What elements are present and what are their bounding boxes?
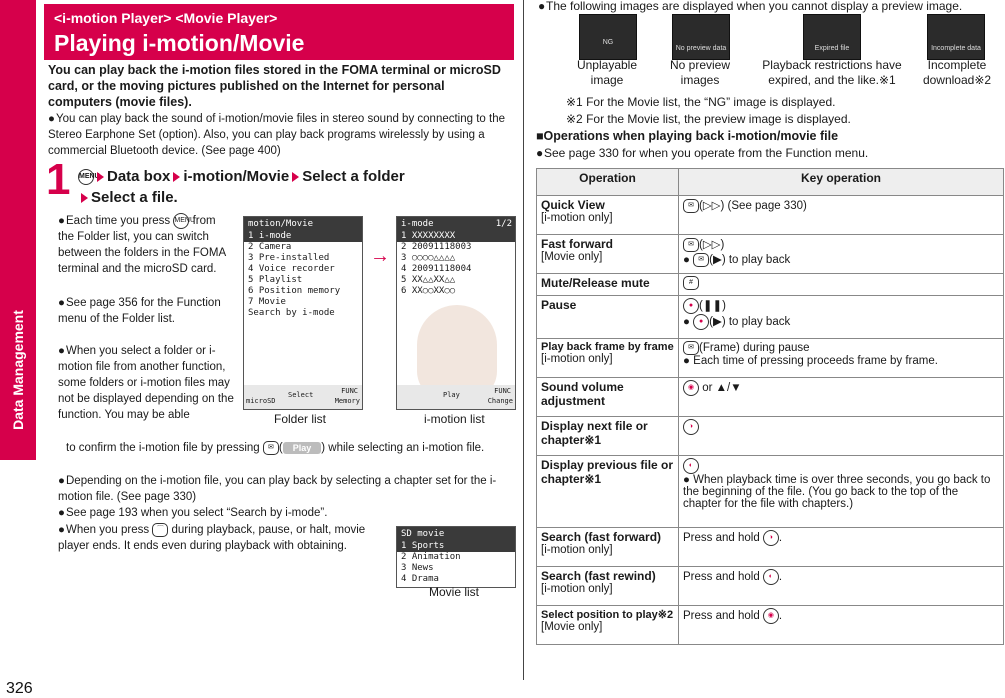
step-select-folder: Select a folder [302, 168, 405, 185]
key-operation: Press and hold [683, 571, 760, 584]
operation-cell [537, 567, 679, 606]
key-operation: or ▲/▼ [702, 382, 742, 395]
bullet-text: See page 193 when you select “Search by i-mode”. [66, 507, 328, 519]
operation-cell [537, 274, 679, 296]
softkey-right-top: FUNC [341, 387, 358, 395]
expired-label [752, 58, 912, 88]
operation-name: Play back frame by frame [541, 341, 674, 353]
table-row [537, 528, 1004, 567]
table-row [537, 296, 1004, 339]
intro-bullet [48, 111, 510, 159]
label-line: image [590, 73, 624, 87]
center-key-icon: ● [683, 298, 699, 314]
step-imotion-movie: i-motion/Movie [183, 168, 290, 185]
icon-caption: Incomplete data [931, 45, 981, 52]
operation-cell [537, 196, 679, 235]
section-title: Playing i-motion/Movie [54, 30, 305, 56]
softkey-center: Select [288, 391, 314, 399]
list-item: 2 Camera [248, 242, 292, 252]
bullet-icon: ● [58, 345, 65, 357]
key-operation: (▷▷) [699, 239, 725, 251]
key-operation: (▶) to play back [709, 253, 791, 266]
key-operation: (▶) to play back [709, 316, 791, 329]
section-subtitle: <i-motion Player> <Movie Player> [54, 10, 278, 26]
right-key-icon: ◑ [683, 419, 699, 435]
side-key-icon: ◉ [683, 380, 699, 396]
list-item: 1 i-mode [244, 231, 362, 242]
operations-heading: ■Operations when playing back i-motion/movie file [536, 129, 839, 143]
screen-title-bar [397, 217, 515, 231]
key-cell: ✉ (▷▷) ● ✉ (▶) to play back [679, 235, 1004, 274]
preview-intro [538, 0, 1000, 14]
movie-list-caption: Movie list [429, 585, 480, 599]
step-arrow-icon [81, 193, 88, 203]
operation-name: Search (fast forward) [541, 530, 662, 544]
bullet-text: When you select a folder or i-motion file from another function, some folders or i-motion files may not be displayed depending on the function. You may be able [58, 345, 234, 421]
operation-cell [537, 417, 679, 456]
mail-key-icon: ✉ [263, 441, 279, 455]
table-row [537, 606, 1004, 645]
table-header: Operation [537, 169, 679, 196]
list-item: 3 News [401, 563, 434, 573]
list-item: 1 Sports [397, 541, 515, 552]
section-title-box [44, 4, 514, 60]
bullet-text: while selecting an i-motion file. [328, 442, 485, 454]
bullet-icon: ● [58, 524, 65, 536]
key-operation: (❚❚) [699, 300, 726, 313]
operation-cell [537, 606, 679, 645]
operation-name: Select position to play※2 [541, 609, 674, 621]
operation-cell [537, 296, 679, 339]
operations-table [536, 168, 1004, 645]
unplayable-icon [579, 14, 637, 60]
play-softkey: Play [283, 442, 322, 454]
bullet-confirm-file: to confirm the i-motion file by pressing ✉ ( Play ) while selecting an i-motion file. [66, 442, 485, 454]
softkey-left: microSD [246, 397, 276, 405]
incomplete-icon [927, 14, 985, 60]
list-item: 6 XX○○XX○○ [401, 286, 456, 296]
mail-key-icon: ✉ [683, 199, 699, 213]
list-item: 2 Animation [401, 552, 461, 562]
table-header-row [537, 169, 1004, 196]
mail-key-icon: ✉ [693, 253, 709, 267]
list-item: 2 20091118003 [401, 242, 472, 252]
step-instruction [78, 166, 498, 208]
label-line: Unplayable [576, 58, 638, 72]
label-line: Playback restrictions have [762, 58, 902, 72]
side-key-icon: ◉ [763, 608, 779, 624]
table-row [537, 378, 1004, 417]
right-key-icon: ◑ [763, 530, 779, 546]
label-line: expired, and the like.※1 [768, 73, 896, 87]
operation-note: [i-motion only] [541, 583, 613, 595]
operation-name: Sound volume adjustment [541, 380, 624, 408]
bullet-icon: ● [48, 113, 55, 125]
screen-title-bar: motion/Movie [244, 217, 362, 231]
key-operation: (▷▷) (See page 330) [699, 200, 807, 212]
key-operation: Press and hold [683, 532, 760, 545]
page-number: 326 [6, 680, 33, 697]
list-item: 3 Pre-installed [248, 253, 330, 263]
folder-list-screen [243, 216, 363, 410]
operation-name: Search (fast rewind) [541, 569, 656, 583]
footnote-1: ※1 For the Movie list, the “NG” image is displayed. [566, 95, 836, 109]
expired-icon [803, 14, 861, 60]
table-header: Key operation [679, 169, 1004, 196]
operation-note: [i-motion only] [541, 353, 613, 365]
list-item: 6 Position memory [248, 286, 341, 296]
icon-caption: Expired file [814, 45, 850, 52]
operations-bullet-text: See page 330 for when you operate from the Function menu. [544, 146, 869, 160]
operation-note: [i-motion only] [541, 212, 613, 224]
softkey-center: Play [443, 391, 460, 399]
step-select-file: Select a file. [91, 189, 178, 206]
hash-key-icon: # [683, 276, 699, 290]
footnote-2: ※2 For the Movie list, the preview image is displayed. [566, 112, 851, 126]
mail-key-icon: ✉ [683, 238, 699, 252]
bullet-icon: ● [58, 475, 65, 487]
list-item: 4 Drama [401, 574, 439, 584]
screen-title-bar: SD movie [397, 527, 515, 541]
bullet-icon: ● [536, 146, 544, 160]
operation-note: [i-motion only] [541, 544, 613, 556]
bullet-text: during playback, pause, or halt, movie player ends. It ends even during playback with obtaining. [58, 524, 366, 552]
bullet-switch-folders [58, 213, 234, 277]
step-arrow-icon [173, 172, 180, 182]
key-cell: ✉ (Frame) during pause ● Each time of pressing proceeds frame by frame. [679, 339, 1004, 378]
operation-name: Quick View [541, 198, 605, 212]
operation-note: [Movie only] [541, 251, 603, 263]
key-cell: ● (❚❚) ● ● (▶) to play back [679, 296, 1004, 339]
key-cell: Press and hold ◐ . [679, 567, 1004, 606]
movie-list-screen [396, 526, 516, 588]
key-operation: Each time of pressing proceeds frame by frame. [693, 355, 938, 367]
operation-cell [537, 528, 679, 567]
table-row [537, 417, 1004, 456]
intro-bullet-text: You can play back the sound of i-motion/movie files in stereo sound by connecting to the Stereo Earphone Set (option). Also, you can play back programs wirelessly by using a commercial Bluetooth device. (See page 400) [48, 113, 505, 157]
bullet-end-player [58, 522, 374, 554]
menu-key-icon: MENU [173, 213, 189, 229]
step-number: 1 [46, 155, 71, 204]
key-operation: When playback time is over three seconds, you go back to the beginning of the file. (You go back to the top of the chapter for the file with chapters.) [683, 474, 991, 510]
bullet-chapter [58, 473, 510, 505]
center-key-icon: ● [693, 314, 709, 330]
table-row [537, 235, 1004, 274]
intro-text: You can play back the i-motion files stored in the FOMA terminal or microSD card, or the moving pictures published on the Internet for personal computers (movie files). [48, 63, 501, 109]
key-cell: Press and hold ◑ . [679, 528, 1004, 567]
screen-softkey-bar [397, 385, 515, 409]
operation-name: Fast forward [541, 237, 614, 251]
operation-cell [537, 456, 679, 528]
screen-softkey-bar [244, 385, 362, 409]
bullet-function-menu [58, 295, 234, 327]
softkey-right-bottom: Memory [334, 397, 360, 405]
table-row [537, 456, 1004, 528]
step-arrow-icon [292, 172, 299, 182]
list-item: Search by i-mode [248, 308, 335, 318]
icon-caption: No preview data [675, 45, 727, 52]
no-preview-icon [672, 14, 730, 60]
unplayable-label [566, 58, 648, 88]
list-item: 1 XXXXXXXX [397, 231, 515, 242]
table-row [537, 274, 1004, 296]
sidebar-tab [0, 0, 36, 460]
sidebar-label: Data Management [10, 310, 26, 430]
softkey-right-top: FUNC [494, 387, 511, 395]
key-cell [679, 274, 1004, 296]
bullet-text: When you press [66, 524, 150, 536]
folder-list-caption: Folder list [274, 412, 327, 426]
table-row [537, 196, 1004, 235]
step-data-box: Data box [107, 168, 171, 185]
incomplete-label [914, 58, 1000, 88]
key-cell [679, 417, 1004, 456]
step-arrow-icon [97, 172, 104, 182]
list-item: 5 Playlist [248, 275, 303, 285]
bullet-icon: ● [58, 297, 65, 309]
operation-cell [537, 235, 679, 274]
list-item: 7 Movie [248, 297, 286, 307]
list-item: 4 20091118004 [401, 264, 472, 274]
operation-cell [537, 339, 679, 378]
label-line: images [680, 73, 720, 87]
column-divider [523, 0, 524, 680]
bullet-text: Each time you press [66, 215, 171, 228]
bullet-search-imode [58, 505, 510, 521]
no-preview-label [660, 58, 740, 88]
operation-name: Pause [541, 298, 577, 312]
table-row [537, 339, 1004, 378]
bullet-text: Depending on the i-motion file, you can play back by selecting a chapter set for the i-motion file. (See page 330) [58, 475, 497, 503]
table-row [537, 567, 1004, 606]
key-cell [679, 196, 1004, 235]
preview-intro-text: The following images are displayed when you cannot display a preview image. [546, 0, 963, 13]
operation-name: Display previous file or chapter※1 [541, 458, 674, 486]
left-key-icon: ◐ [683, 458, 699, 474]
screen-transition-arrow: → [370, 245, 390, 267]
label-line: Incomplete [927, 58, 987, 72]
bullet-text: See page 356 for the Function menu of the Folder list. [58, 297, 221, 325]
list-item: 5 XX△△XX△△ [401, 275, 456, 285]
imotion-list-caption: i-motion list [424, 412, 485, 426]
imotion-list-screen [396, 216, 516, 410]
list-item: 4 Voice recorder [248, 264, 335, 274]
key-operation: (Frame) during pause [699, 342, 810, 355]
label-line: download※2 [922, 73, 992, 87]
mail-key-icon: ✉ [683, 341, 699, 355]
bullet-icon: ● [58, 507, 65, 519]
bullet-text: to confirm the i-motion file by pressing [66, 442, 260, 454]
menu-key-icon: MENU [78, 169, 94, 185]
key-cell: Press and hold ◉ . [679, 606, 1004, 645]
key-cell [679, 378, 1004, 417]
list-item: 3 ○○○○△△△△ [401, 253, 456, 263]
operation-name: Display next file or chapter※1 [541, 419, 648, 447]
softkey-right-bottom: Change [487, 397, 513, 405]
left-key-icon: ◐ [763, 569, 779, 585]
operations-bullet [536, 145, 1002, 161]
bullet-icon: ● [58, 215, 65, 228]
bullet-other-function [58, 343, 234, 423]
label-line: No preview [669, 58, 731, 72]
operation-cell [537, 378, 679, 417]
screen-page-indicator: 1/2 [495, 219, 512, 229]
screen-title: i-mode [401, 219, 434, 229]
operation-note: [Movie only] [541, 621, 603, 633]
bullet-icon: ● [538, 0, 546, 13]
icon-caption: NG [602, 39, 614, 46]
end-key-icon: ⌒ [152, 523, 168, 537]
operation-name: Mute/Release mute [541, 276, 650, 290]
bullet-text: from the Folder list, you can switch between the folders in the FOMA terminal and the microSD card. [58, 215, 226, 276]
key-cell: ◐ ● When playback time is over three seconds, you go back to the beginning of the file. (You go back to the top of the chapter for the file with chapters.) [679, 456, 1004, 528]
key-operation: Press and hold [683, 610, 760, 623]
